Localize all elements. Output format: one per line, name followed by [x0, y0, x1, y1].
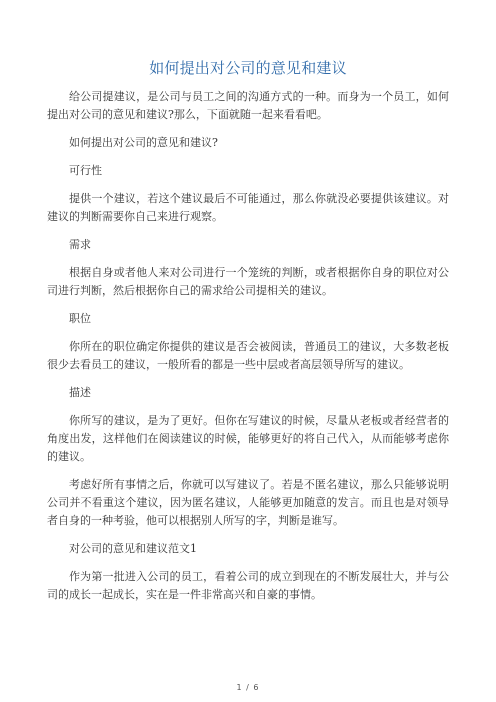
demand-paragraph: 根据自身或者他人来对公司进行一个笼统的判断，或者根据你自身的职位对公司进行判断，然后根据你自己的需求给公司提相关的建议。: [47, 266, 449, 297]
feasibility-paragraph: 提供一个建议，若这个建议最后不可能通过，那么你就没必要提供该建议。对建议的判断需要你自己来进行观察。: [47, 192, 449, 223]
section-feasibility-heading: 可行性: [69, 164, 102, 177]
document-body: [47, 58, 449, 614]
position-paragraph: 你所在的职位确定你提供的建议是否会被阅读，普通员工的建议，大多数老板很少去看员工的建议，一般所看的都是一些中层或者高层领导所写的建议。: [47, 340, 449, 371]
description-paragraph: 你所写的建议，是为了更好。但你在写建议的时候，尽量从老板或者经营者的角度出发，这样他们在阅读建议的时候，能够更好的将自己代入，从而能够考虑你的建议。: [47, 414, 449, 463]
section-question-heading: 如何提出对公司的意见和建议?: [69, 136, 218, 149]
page-number: 1 / 6: [236, 683, 260, 692]
sample-essay-heading: 对公司的意见和建议范文1: [69, 542, 197, 555]
section-description-heading: 描述: [69, 386, 91, 399]
section-position-heading: 职位: [69, 312, 91, 325]
sample-essay-paragraph: 作为第一批进入公司的员工，看着公司的成立到现在的不断发展壮大，并与公司的成长一起成长，实在是一件非常高兴和自豪的事情。: [47, 570, 449, 601]
document-title: 如何提出对公司的意见和建议: [149, 59, 347, 77]
section-demand-heading: 需求: [69, 238, 91, 251]
anonymous-advice-paragraph: 考虑好所有事情之后，你就可以写建议了。若是不匿名建议，那么只能够说明公司并不看重这个建议，因为匿名建议，人能够更加随意的发言。而且也是对领导者自身的一种考验，他可以根据别人所写的字，判断是谁写。: [47, 478, 449, 527]
intro-paragraph: 给公司提建议，是公司与员工之间的沟通方式的一种。而身为一个员工，如何提出对公司的意见和建议?那么，下面就随一起来看看吧。: [47, 90, 449, 121]
